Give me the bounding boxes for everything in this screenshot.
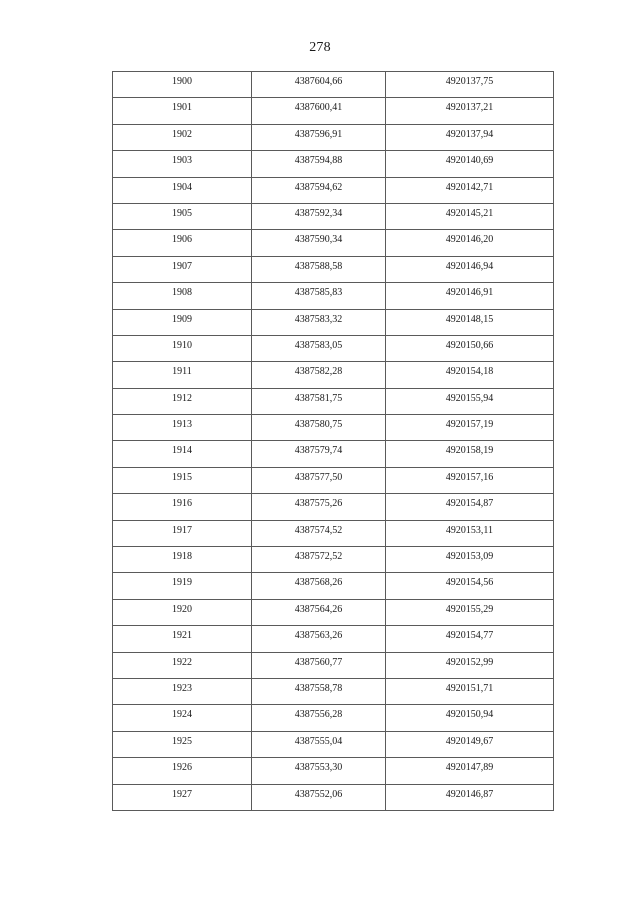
- y-coordinate-cell: 4920142,71: [386, 177, 554, 203]
- point-number-cell: 1915: [113, 467, 252, 493]
- point-number-cell: 1902: [113, 124, 252, 150]
- point-number-cell: 1924: [113, 705, 252, 731]
- table-row: [113, 520, 554, 546]
- x-coordinate-cell: 4387575,26: [252, 494, 386, 520]
- table-row: [113, 203, 554, 229]
- table-row: [113, 415, 554, 441]
- x-coordinate-cell: 4387583,05: [252, 335, 386, 361]
- y-coordinate-cell: 4920146,87: [386, 784, 554, 810]
- y-coordinate-cell: 4920150,94: [386, 705, 554, 731]
- y-coordinate-cell: 4920145,21: [386, 203, 554, 229]
- x-coordinate-cell: 4387579,74: [252, 441, 386, 467]
- x-coordinate-cell: 4387590,34: [252, 230, 386, 256]
- x-coordinate-cell: 4387600,41: [252, 98, 386, 124]
- y-coordinate-cell: 4920154,56: [386, 573, 554, 599]
- y-coordinate-cell: 4920155,29: [386, 599, 554, 625]
- point-number-cell: 1900: [113, 72, 252, 98]
- table-row: [113, 441, 554, 467]
- table-row: [113, 362, 554, 388]
- x-coordinate-cell: 4387556,28: [252, 705, 386, 731]
- point-number-cell: 1918: [113, 547, 252, 573]
- y-coordinate-cell: 4920151,71: [386, 678, 554, 704]
- table-row: [113, 98, 554, 124]
- x-coordinate-cell: 4387568,26: [252, 573, 386, 599]
- table-row: [113, 705, 554, 731]
- x-coordinate-cell: 4387564,26: [252, 599, 386, 625]
- table-row: [113, 230, 554, 256]
- y-coordinate-cell: 4920154,77: [386, 626, 554, 652]
- coordinates-table-body: [113, 72, 554, 811]
- x-coordinate-cell: 4387585,83: [252, 283, 386, 309]
- table-row: [113, 784, 554, 810]
- y-coordinate-cell: 4920153,09: [386, 547, 554, 573]
- table-row: [113, 283, 554, 309]
- point-number-cell: 1908: [113, 283, 252, 309]
- table-row: [113, 335, 554, 361]
- point-number-cell: 1910: [113, 335, 252, 361]
- y-coordinate-cell: 4920137,94: [386, 124, 554, 150]
- point-number-cell: 1905: [113, 203, 252, 229]
- x-coordinate-cell: 4387592,34: [252, 203, 386, 229]
- coordinates-table: [112, 71, 554, 811]
- y-coordinate-cell: 4920157,16: [386, 467, 554, 493]
- y-coordinate-cell: 4920137,75: [386, 72, 554, 98]
- point-number-cell: 1916: [113, 494, 252, 520]
- table-row: [113, 494, 554, 520]
- point-number-cell: 1914: [113, 441, 252, 467]
- x-coordinate-cell: 4387588,58: [252, 256, 386, 282]
- y-coordinate-cell: 4920157,19: [386, 415, 554, 441]
- table-row: [113, 573, 554, 599]
- table-row: [113, 467, 554, 493]
- table-row: [113, 177, 554, 203]
- point-number-cell: 1911: [113, 362, 252, 388]
- y-coordinate-cell: 4920152,99: [386, 652, 554, 678]
- table-row: [113, 599, 554, 625]
- x-coordinate-cell: 4387574,52: [252, 520, 386, 546]
- y-coordinate-cell: 4920150,66: [386, 335, 554, 361]
- table-row: [113, 678, 554, 704]
- y-coordinate-cell: 4920149,67: [386, 731, 554, 757]
- y-coordinate-cell: 4920140,69: [386, 151, 554, 177]
- y-coordinate-cell: 4920154,87: [386, 494, 554, 520]
- point-number-cell: 1913: [113, 415, 252, 441]
- point-number-cell: 1921: [113, 626, 252, 652]
- point-number-cell: 1919: [113, 573, 252, 599]
- x-coordinate-cell: 4387594,62: [252, 177, 386, 203]
- x-coordinate-cell: 4387581,75: [252, 388, 386, 414]
- table-row: [113, 124, 554, 150]
- table-row: [113, 547, 554, 573]
- point-number-cell: 1920: [113, 599, 252, 625]
- table-row: [113, 758, 554, 784]
- point-number-cell: 1912: [113, 388, 252, 414]
- x-coordinate-cell: 4387555,04: [252, 731, 386, 757]
- x-coordinate-cell: 4387553,30: [252, 758, 386, 784]
- y-coordinate-cell: 4920146,20: [386, 230, 554, 256]
- x-coordinate-cell: 4387594,88: [252, 151, 386, 177]
- table-row: [113, 388, 554, 414]
- x-coordinate-cell: 4387558,78: [252, 678, 386, 704]
- table-row: [113, 309, 554, 335]
- y-coordinate-cell: 4920154,18: [386, 362, 554, 388]
- point-number-cell: 1923: [113, 678, 252, 704]
- y-coordinate-cell: 4920146,94: [386, 256, 554, 282]
- x-coordinate-cell: 4387583,32: [252, 309, 386, 335]
- y-coordinate-cell: 4920148,15: [386, 309, 554, 335]
- point-number-cell: 1926: [113, 758, 252, 784]
- point-number-cell: 1903: [113, 151, 252, 177]
- table-row: [113, 731, 554, 757]
- table-row: [113, 626, 554, 652]
- x-coordinate-cell: 4387577,50: [252, 467, 386, 493]
- x-coordinate-cell: 4387604,66: [252, 72, 386, 98]
- y-coordinate-cell: 4920158,19: [386, 441, 554, 467]
- point-number-cell: 1904: [113, 177, 252, 203]
- point-number-cell: 1907: [113, 256, 252, 282]
- x-coordinate-cell: 4387582,28: [252, 362, 386, 388]
- page-number: 278: [309, 40, 331, 55]
- y-coordinate-cell: 4920147,89: [386, 758, 554, 784]
- point-number-cell: 1909: [113, 309, 252, 335]
- y-coordinate-cell: 4920155,94: [386, 388, 554, 414]
- table-row: [113, 256, 554, 282]
- point-number-cell: 1906: [113, 230, 252, 256]
- point-number-cell: 1917: [113, 520, 252, 546]
- y-coordinate-cell: 4920153,11: [386, 520, 554, 546]
- x-coordinate-cell: 4387563,26: [252, 626, 386, 652]
- point-number-cell: 1927: [113, 784, 252, 810]
- point-number-cell: 1922: [113, 652, 252, 678]
- table-row: [113, 652, 554, 678]
- y-coordinate-cell: 4920146,91: [386, 283, 554, 309]
- x-coordinate-cell: 4387596,91: [252, 124, 386, 150]
- y-coordinate-cell: 4920137,21: [386, 98, 554, 124]
- x-coordinate-cell: 4387572,52: [252, 547, 386, 573]
- table-row: [113, 72, 554, 98]
- table-row: [113, 151, 554, 177]
- point-number-cell: 1925: [113, 731, 252, 757]
- x-coordinate-cell: 4387580,75: [252, 415, 386, 441]
- point-number-cell: 1901: [113, 98, 252, 124]
- x-coordinate-cell: 4387560,77: [252, 652, 386, 678]
- x-coordinate-cell: 4387552,06: [252, 784, 386, 810]
